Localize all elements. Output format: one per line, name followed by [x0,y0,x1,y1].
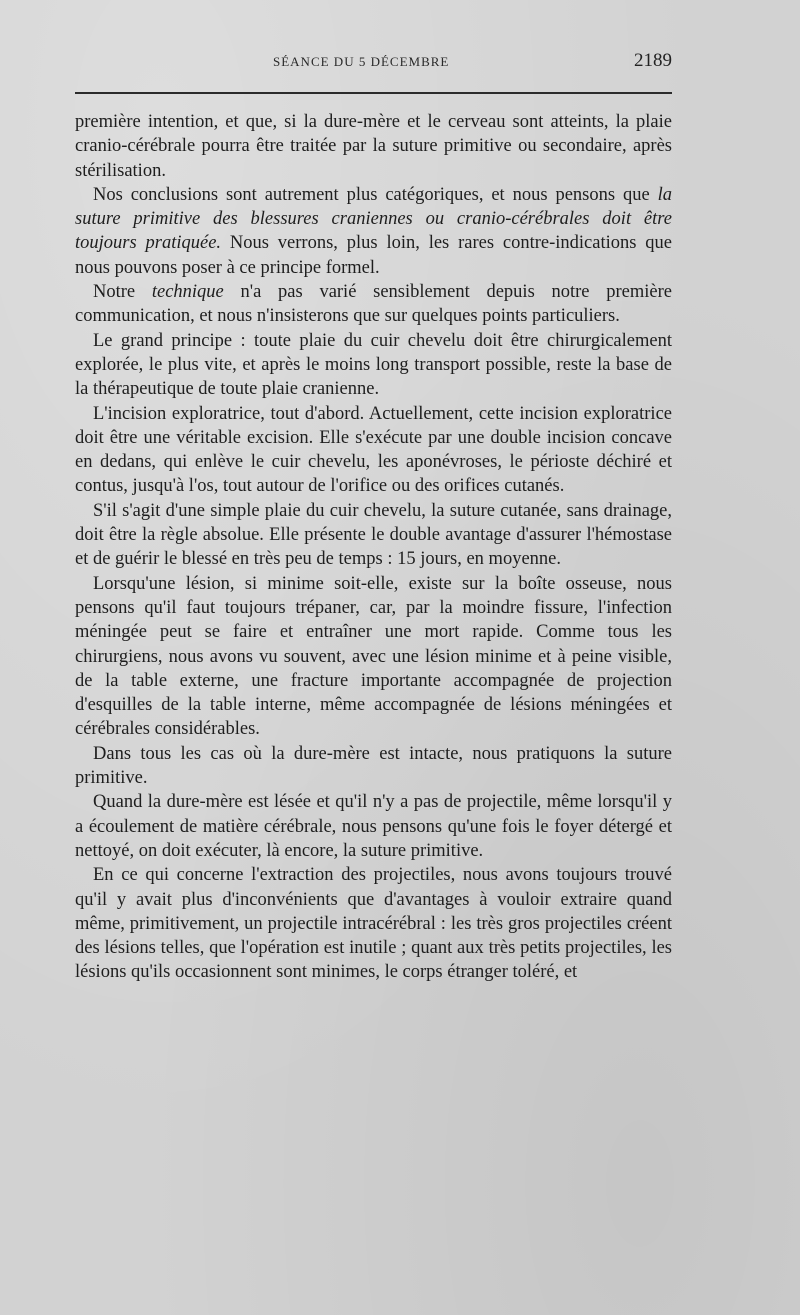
paragraph-grand-principe: Le grand principe : toute plaie du cuir chevelu doit être chirurgicalement explorée, le plus vite, et après le moins long transport possible, reste la base de la thérapeutique de toute plaie cranienne. [75,330,672,400]
paragraph-projectiles: En ce qui concerne l'extraction des projectiles, nous avons toujours trouvé qu'il y avait plus d'inconvénients que d'avantages à vouloir extraire quand même, primitivement, un projectile intracérébral : les très gros projectiles créent des lésions telles, que l'opération est inutile ; quant aux très petits projectiles, les lésions qu'ils occasionnent sont minimes, le corps étranger toléré, et [75,865,672,983]
italic-emphasis: la suture primitive des blessures craniennes ou cranio-cérébrales doit être toujours pratiquée. [75,184,672,254]
body-text [75,110,672,985]
paragraph-text: n'a pas varié sensiblement depuis notre première communication, et nous n'insisterons que sur quelques points particuliers. [75,282,672,327]
italic-emphasis: technique [151,282,224,303]
paragraph-continuation: première intention, et que, si la dure-mère et le cerveau sont atteints, la plaie cranio-cérébrale pourra être traitée par la suture primitive ou secondaire, après stérilisation. [75,112,672,181]
running-head: SÉANCE DU 5 DÉCEMBRE [273,54,450,69]
page-number: 2189 [634,50,672,71]
paragraph-dure-mere-lesee: Quand la dure-mère est lésée et qu'il n'y a pas de projectile, même lorsqu'il y a écoulement de matière cérébrale, nous pensons qu'une fois le foyer détergé et nettoyé, on doit exécuter, là encore, la suture primitive. [75,792,672,861]
paragraph-lesion-osseuse: Lorsqu'une lésion, si minime soit-elle, existe sur la boîte osseuse, nous pensons qu'il faut toujours trépaner, car, par la moindre fissure, l'infection méningée peut se faire et entraîner une mort rapide. Comme tous les chirurgiens, nous avons vu souvent, avec une lésion minime et à peine visible, de la table externe, une fracture importante accompagnée de projection d'esquilles de la table interne, même accompagnée de lésions méningées et cérébrales considérables. [75,573,672,740]
page-header [75,52,672,82]
paragraph-plaie-simple: S'il s'agit d'une simple plaie du cuir chevelu, la suture cutanée, sans drainage, doit être la règle absolue. Elle présente le double avantage d'assurer l'hémostase et de guérir le blessé en très peu de temps : 15 jours, en moyenne. [75,500,672,570]
paragraph-text: Nos conclusions sont autrement plus catégoriques, et nous pensons que [93,184,658,205]
paragraph-conclusions [75,183,672,280]
paragraph-text: Notre [93,282,152,303]
paragraph-incision: L'incision exploratrice, tout d'abord. Actuellement, cette incision exploratrice doit être une véritable excision. Elle s'exécute par une double incision concave en dedans, qui enlève le cuir chevelu, les aponévroses, le périoste déchiré et contus, jusqu'à l'os, tout autour de l'orifice ou des orifices cutanés. [75,403,672,497]
paragraph-dure-mere-intacte: Dans tous les cas où la dure-mère est intacte, nous pratiquons la suture primitive. [75,743,672,789]
paragraph-technique [75,280,672,329]
paragraph-text: Nous verrons, plus loin, les rares contre-indications que nous pouvons poser à ce principe formel. [75,233,672,278]
header-rule [75,92,672,94]
